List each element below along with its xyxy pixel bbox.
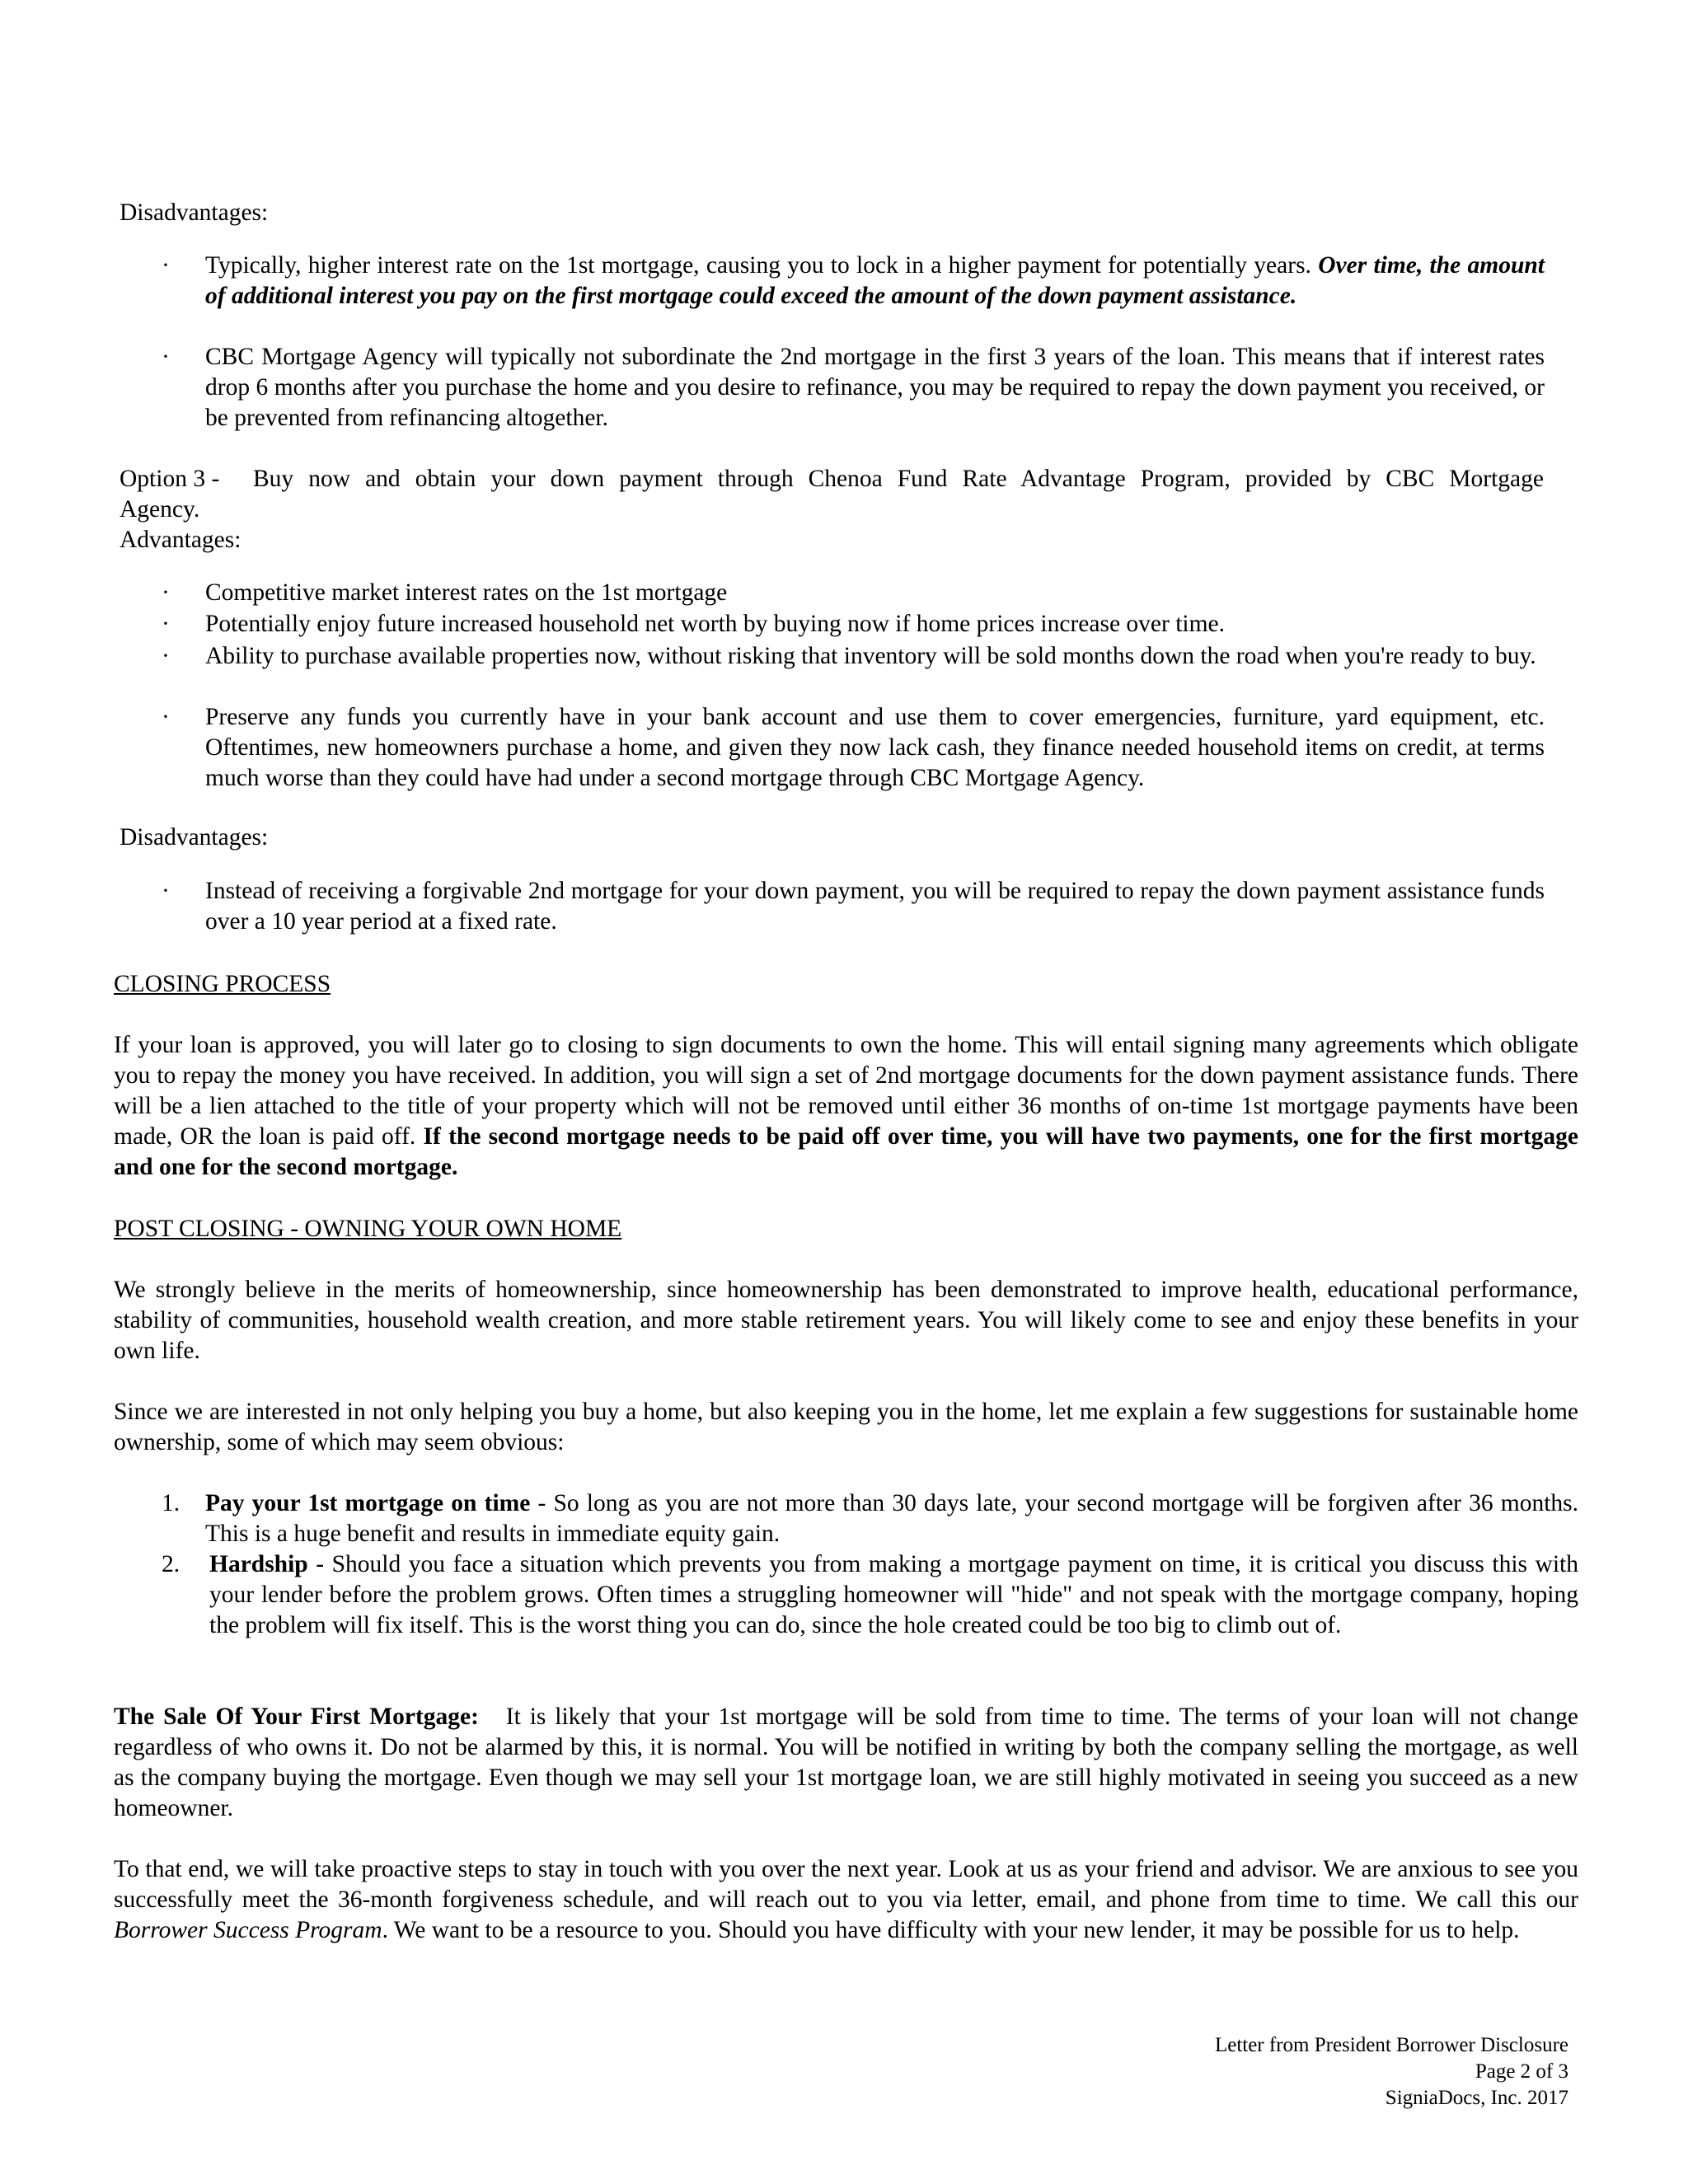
option3-adv-item-2: Potentially enjoy future increased household net worth by buying now if home prices increase over time.: [205, 611, 1226, 637]
opt2-dis-item-1: [205, 251, 1545, 312]
option3-text-line2: Agency.: [120, 496, 200, 523]
page-footer: [1215, 2032, 1568, 2111]
post-closing-paragraph-2: Since we are interested in not only helping you buy a home, but also keeping you in the home, let me explain a few suggestions for sustainable home ownership, some of which may seem obvious:: [114, 1399, 1578, 1455]
bullet-marker: ·: [162, 579, 170, 606]
post-closing-item-2: [209, 1549, 1578, 1641]
option3-text-line1: Buy now and obtain your down payment through Chenoa Fund Rate Advantage Program, provided by CBC Mortgage: [253, 466, 1544, 492]
sale-heading: The Sale Of Your First Mortgage:: [114, 1704, 479, 1730]
post-closing-item-1-title: Pay your 1st mortgage on time: [205, 1490, 531, 1516]
closing-process-emphasis: If the second mortgage needs to be paid off over time, you will have two payments, one for the first mortgage and one for the second mortgage.: [114, 1123, 1578, 1180]
option3-disadvantages-heading: Disadvantages:: [120, 824, 269, 851]
post-closing-paragraph-1: We strongly believe in the merits of homeownership, since homeownership has been demonstrated to improve health, educational performance, stability of communities, household wealth creation, and more stable retirement years. You will likely come to see and enjoy these benefits in your own life.: [114, 1277, 1578, 1364]
opt2-dis-item-1-text: Typically, higher interest rate on the 1st mortgage, causing you to lock in a higher payment for potentially years.: [205, 252, 1319, 279]
sale-text: It is likely that your 1st mortgage will be sold from time to time. The terms of your loan will not change regardless of who owns it. Do not be alarmed by this, it is normal. You will be notified in writing by both the company selling the mortgage, as well as the company buying the mortgage. Even though we may sell your 1st mortgage loan, we are still highly motivated in seeing you succeed as a new homeowner.: [114, 1704, 1579, 1821]
borrower-success-text-b: . We want to be a resource to you. Should you have difficulty with your new lender, it may be possible for us to help.: [382, 1917, 1520, 1943]
list-number: 1.: [162, 1490, 181, 1516]
option3-label: Option 3 -: [120, 466, 220, 492]
option3-adv-item-1: Competitive market interest rates on the 1st mortgage: [205, 579, 728, 606]
post-closing-item-1: [205, 1488, 1578, 1549]
post-closing-item-2-title: Hardship: [209, 1551, 308, 1577]
option3-adv-item-3: Ability to purchase available properties now, without risking that inventory will be sold months down the road when you're ready to buy.: [205, 643, 1536, 669]
borrower-success-paragraph: [114, 1854, 1578, 1946]
post-closing-item-2-text: - Should you face a situation which prevents you from making a mortgage payment on time, it is critical you discuss this with your lender before the problem grows. Often times a struggling homeowner will "hide" and not speak with the mortgage company, hoping the problem will fix itself. This is the worst thing you can do, since the hole created could be too big to climb out of.: [209, 1551, 1578, 1638]
bullet-marker: ·: [162, 344, 170, 370]
footer-document-title: Letter from President Borrower Disclosure: [1214, 2034, 1568, 2056]
option3-dis-item-1: Instead of receiving a forgivable 2nd mortgage for your down payment, you will be required to repay the down payment assistance funds over a 10 year period at a fixed rate.: [205, 878, 1545, 935]
post-closing-item-1-text: - So long as you are not more than 30 days late, your second mortgage will be forgiven after 36 months. This is a huge benefit and results in immediate equity gain.: [205, 1490, 1579, 1547]
bullet-marker: ·: [162, 878, 170, 904]
post-closing-heading: POST CLOSING - OWNING YOUR OWN HOME: [114, 1216, 622, 1242]
closing-process-heading: CLOSING PROCESS: [114, 971, 331, 997]
borrower-success-program-name: Borrower Success Program: [114, 1917, 382, 1943]
footer-copyright: SigniaDocs, Inc. 2017: [1385, 2087, 1568, 2109]
closing-process-text: If your loan is approved, you will later go to closing to sign documents to own the home. This will entail signing many agreements which obligate you to repay the money you have received. In addition, you will sign a set of 2nd mortgage documents for the down payment assistance funds. There will be a lien attached to the title of your property which will not be removed until either 36 months of on-time 1st mortgage payments have been made, OR the loan is paid off.: [114, 1032, 1578, 1150]
bullet-marker: ·: [162, 611, 170, 637]
option3-advantages-heading: Advantages:: [120, 527, 241, 553]
opt2-dis-item-2: CBC Mortgage Agency will typically not subordinate the 2nd mortgage in the first 3 years of the loan. This means that if interest rates drop 6 months after you purchase the home and you desire to refinance, you may be required to repay the down payment you received, or be prevented from refinancing altogether.: [205, 344, 1545, 431]
bullet-marker: ·: [162, 704, 170, 730]
opt2-disadvantages-heading: Disadvantages:: [120, 199, 269, 226]
borrower-success-text-a: To that end, we will take proactive steps to stay in touch with you over the next year. Look at us as your friend and advisor. We are anxious to see you successfully meet the 36-month forgiveness schedule, and will reach out to you via letter, email, and phone from time to time. We call this our: [114, 1856, 1578, 1913]
closing-process-paragraph: [114, 1030, 1578, 1183]
bullet-marker: ·: [162, 643, 170, 669]
footer-page-number: Page 2 of 3: [1475, 2060, 1568, 2083]
option3-adv-item-4: Preserve any funds you currently have in your bank account and use them to cover emergencies, furniture, yard equipment, etc. Oftentimes, new homeowners purchase a home, and given they now lack cash, they finance needed household items on credit, at terms much worse than they could have had under a second mortgage through CBC Mortgage Agency.: [205, 704, 1545, 791]
bullet-marker: ·: [162, 252, 170, 279]
sale-paragraph: [114, 1702, 1578, 1824]
list-number: 2.: [162, 1551, 181, 1577]
opt2-dis-item-1-emphasis: Over time, the amount of additional interest you pay on the first mortgage could exceed the amount of the down payment assistance.: [205, 252, 1545, 309]
